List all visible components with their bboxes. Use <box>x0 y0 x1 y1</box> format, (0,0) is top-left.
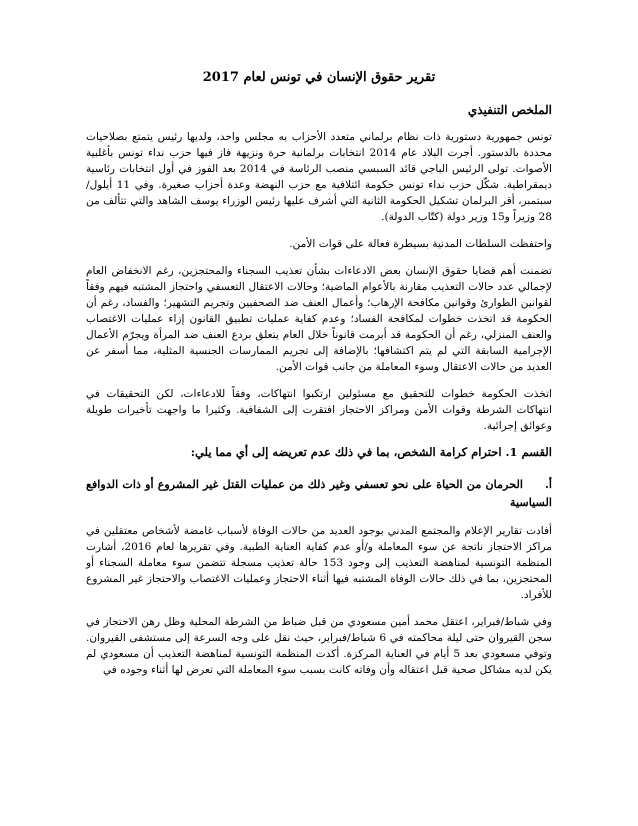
summary-paragraph-3: تضمنت أهم قضايا حقوق الإنسان بعض الادعاءات بشأن تعذيب السجناء والمحتجزين، رغم الانخفاض العام لإجمالي عدد حالات التعذيب مقارنة بالأعوام الماضية؛ وحالات الاعتقال التعسفي واحتجاز المشتبه فيهم وفقاً لقوانين الطوارئ وقوانين مكافحة الإرهاب؛ وأعمال العنف ضد الصحفيين وتجريم التشهير؛ والفساد، رغم أن الحكومة قد اتخذت خطوات لمكافحة الفساد؛ وعدم كفاية عمليات تطبيق القانون إزاء عمليات الاغتصاب والعنف المنزلي، رغم أن الحكومة قد أبرمت قانوناً خلال العام يتعلق بردع العنف ضد المرأة ويجرّم الأعمال الإجرامية السابقة التي لم يتم اكتشافها؛ بالإضافة إلى تجريم الممارسات الجنسية المثلية، مما أسفر عن العديد من حالات الاعتقال وسوء المعاملة من جانب قوات الأمن. <box>86 265 552 373</box>
subsection-title: الحرمان من الحياة على نحو تعسفي وغير ذلك من عمليات القتل غير المشروع أو ذات الدوافع السياسية <box>86 477 552 509</box>
body-paragraph-1: أفادت تقارير الإعلام والمجتمع المدني بوجود العديد من حالات الوفاة لأسباب غامضة لأشخاص معتقلين في مراكز الاحتجاز ناتجة عن سوء المعاملة و/أو عدم كفاية العناية الطبية. وفي تقريرها لعام 2016، أشارت المنظمة التونسية لمناهضة التعذيب إلى وجود 153 حالة تعذيب مسجلة تتضمن سوء معاملة السجناء أو المحتجزين، بما في ذلك حالات الوفاة المشتبه فيها أثناء الاحتجاز وعمليات الاغتصاب والاحتجاز غير المشروع للأفراد. <box>86 525 552 601</box>
summary-paragraph-1: تونس جمهورية دستورية ذات نظام برلماني متعدد الأحزاب به مجلس واحد، ولديها رئيس يتمتع بصلاحيات محددة بالدستور. أجرت البلاد عام 2014 انتخابات برلمانية حرة ونزيهة فاز فيها حزب نداء تونس بأغلبية الأصوات. تولى الرئيس الباجي قائد السبسي منصب الرئاسة في 2014 بعد الفوز في أول انتخابات رئاسية ديمقراطية. شكّل حزب نداء تونس حكومة ائتلافية مع حزب النهضة وعدة أحزاب صغيرة. وفي 11 أيلول/سبتمبر، أقر البرلمان تشكيل الحكومة الثانية التي أشرف عليها رئيس الوزراء يوسف الشاهد والتي تتألف من 28 وزيراً و15 وزير دولة (كتّاب الدولة). <box>86 131 552 223</box>
subsection-heading <box>86 475 552 511</box>
report-title: تقرير حقوق الإنسان في تونس لعام 2017 <box>202 70 436 85</box>
section-heading: القسم 1. احترام كرامة الشخص، بما في ذلك عدم تعريضه إلى أي مما يلي: <box>190 445 552 459</box>
body-paragraph-2: وفي شباط/فبراير، اعتقل محمد أمين مسعودي من قبل ضباط من الشرطة المحلية وظل رهن الاحتجاز في سجن القيروان حتى ليلة محاكمته في 6 شباط/فبراير، حيث نقل على وجه السرعة إلى مستشفى القيروان. وتوفي مسعودي بعد 5 أيام في العناية المركزة. أكدت المنظمة التونسية لمناهضة التعذيب أن مسعودي لم يكن لديه مشاكل صحية قبل اعتقاله وأن وفاته كانت بسبب سوء المعاملة التي تعرض لها أثناء وجوده في <box>86 616 552 676</box>
document-page <box>86 70 552 689</box>
subsection-letter: أ. <box>544 477 552 491</box>
summary-paragraph-4: اتخذت الحكومة خطوات للتحقيق مع مسئولين ارتكبوا انتهاكات، وفقاً للادعاءات، لكن التحقيقات في انتهاكات الشرطة وقوات الأمن ومراكز الاحتجاز افتقرت إلى الشفافية. وكثيرا ما واجهت تأخيرات طويلة وعوائق إجرائية. <box>86 388 552 432</box>
executive-summary-heading: الملخص التنفيذي <box>467 103 552 117</box>
summary-paragraph-2: واحتفظت السلطات المدنية بسيطرة فعالة على قوات الأمن. <box>289 238 552 250</box>
